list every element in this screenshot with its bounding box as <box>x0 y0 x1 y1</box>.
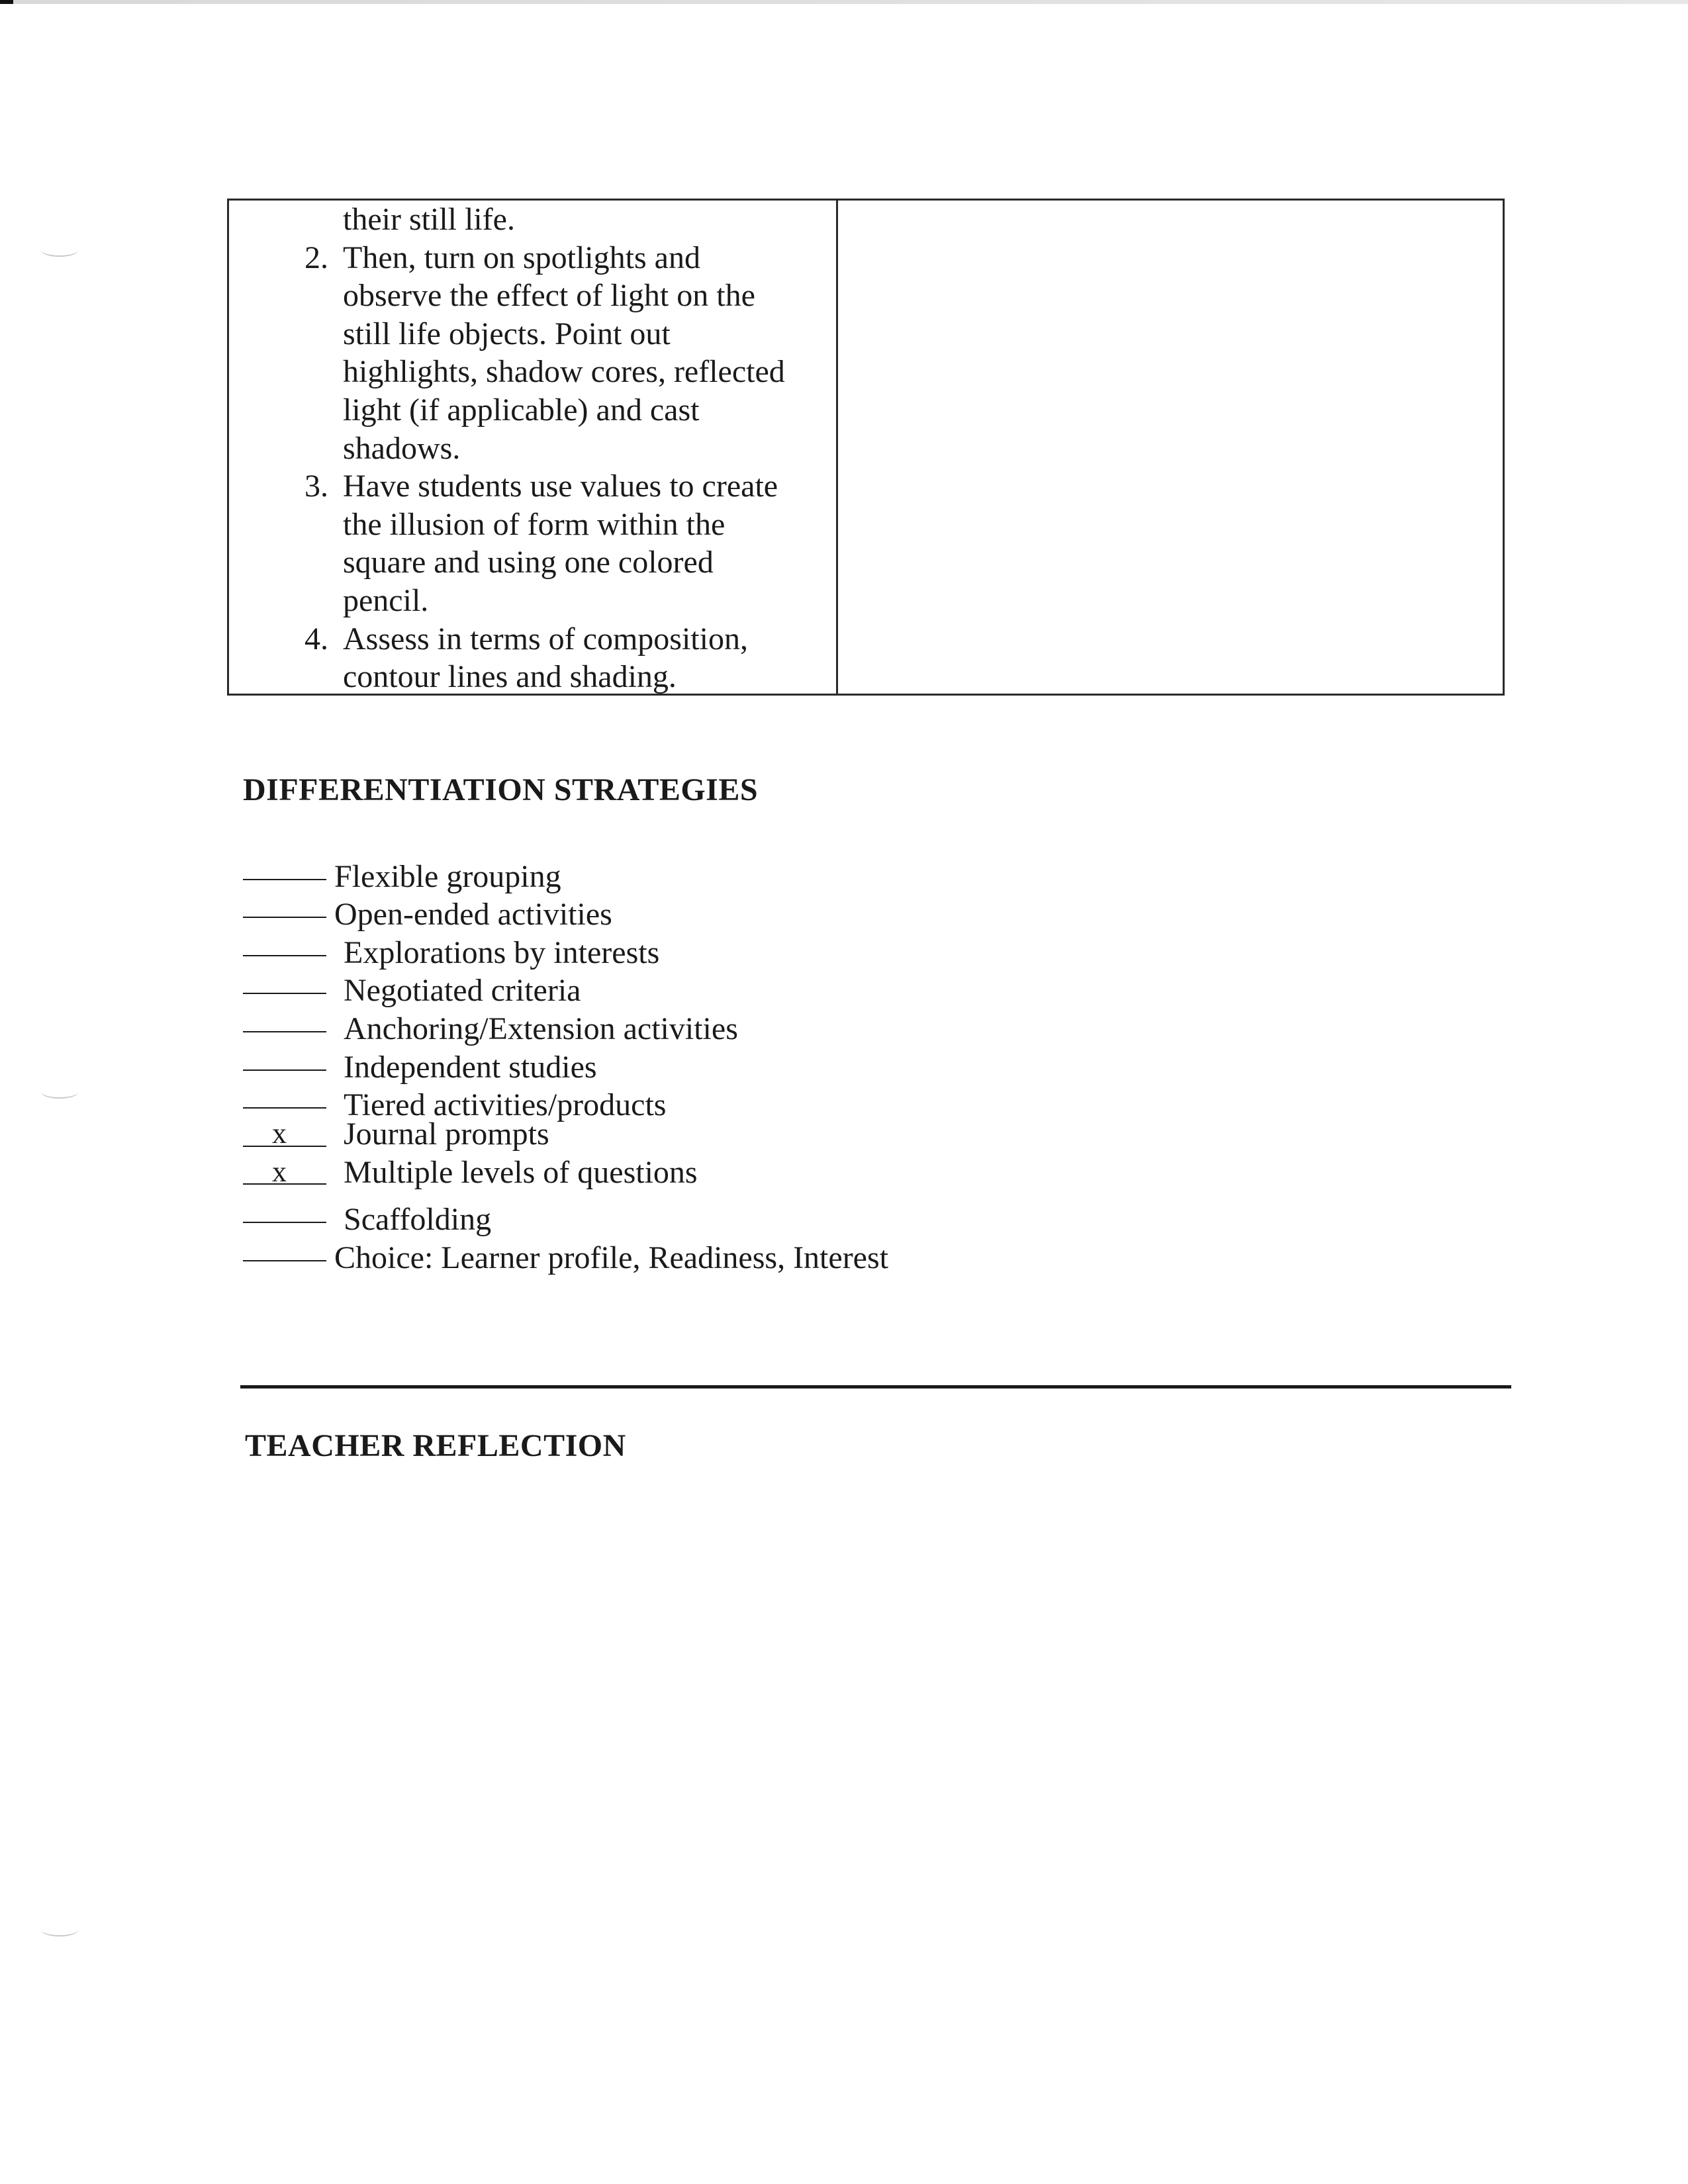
checkbox-blank[interactable] <box>243 1077 326 1116</box>
punch-hole-mark <box>41 1923 78 1936</box>
procedure-steps <box>229 239 820 696</box>
continued-step-text: their still life. <box>343 202 515 237</box>
differentiation-checklist <box>243 848 888 1275</box>
checkbox-blank[interactable] <box>243 925 326 963</box>
checklist-label: Explorations by interests <box>344 934 660 970</box>
differentiation-heading: DIFFERENTIATION STRATEGIES <box>243 772 759 807</box>
procedure-step <box>229 620 820 696</box>
checklist-label: Anchoring/Extension activities <box>344 1011 738 1046</box>
check-mark: x <box>272 1155 287 1188</box>
step-text: Then, turn on spotlights and observe the effect of light on the still life objects. Point out highlights, shadow cores, reflected light (if applicable) and cast shadows. <box>343 240 785 466</box>
checklist-item[interactable] <box>243 1154 888 1192</box>
section-divider <box>240 1385 1511 1388</box>
step-text: Have students use values to create the illusion of form within the square and using one colored pencil. <box>343 469 778 618</box>
step-number: 4. <box>305 621 328 657</box>
step-text: Assess in terms of composition, contour lines and shading. <box>343 621 748 695</box>
step-number: 2. <box>305 240 328 275</box>
checklist-item[interactable] <box>243 848 888 894</box>
checkbox-blank[interactable] <box>243 887 326 925</box>
checklist-item[interactable] <box>243 1191 888 1237</box>
check-mark: x <box>272 1117 287 1150</box>
checklist-label: Multiple levels of questions <box>344 1154 698 1190</box>
procedure-step <box>229 467 820 619</box>
step-number: 3. <box>305 469 328 504</box>
checkbox-blank[interactable] <box>243 1191 326 1230</box>
checklist-label: Journal prompts <box>344 1116 549 1152</box>
checklist-label: Flexible grouping <box>334 858 561 894</box>
punch-hole-mark <box>41 1085 78 1099</box>
checkbox-blank[interactable] <box>243 1115 326 1154</box>
punch-hole-mark <box>41 244 78 257</box>
notes-column <box>838 201 1503 694</box>
checkbox-blank[interactable] <box>243 963 326 1001</box>
checkbox-blank[interactable] <box>243 1039 326 1077</box>
checkbox-blank[interactable] <box>243 848 326 887</box>
procedure-step <box>229 239 820 468</box>
checkbox-blank[interactable] <box>243 1230 326 1268</box>
checklist-label: Open-ended activities <box>334 897 612 933</box>
procedure-column <box>229 201 838 694</box>
checklist-label: Tiered activities/products <box>344 1087 667 1123</box>
lesson-procedure-table <box>227 199 1505 696</box>
teacher-reflection-heading: TEACHER REFLECTION <box>245 1428 626 1463</box>
checklist-label: Choice: Learner profile, Readiness, Interest <box>334 1240 888 1275</box>
checklist-label: Scaffolding <box>344 1201 492 1237</box>
checklist-label: Negotiated criteria <box>344 973 581 1009</box>
checklist-label: Independent studies <box>344 1049 597 1085</box>
checkbox-blank[interactable] <box>243 1001 326 1039</box>
checkbox-blank[interactable] <box>243 1154 326 1192</box>
scan-top-edge <box>0 0 1688 4</box>
